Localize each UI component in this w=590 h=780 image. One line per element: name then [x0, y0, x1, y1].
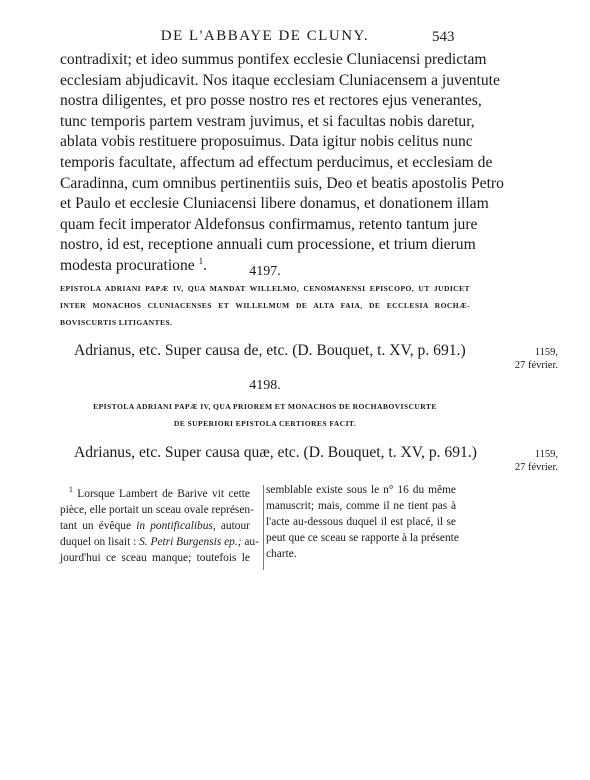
footnote-text: tant un évêque	[60, 519, 137, 532]
entry-title-line: DE SUPERIORI EPISTOLA CERTIORES FACIT.	[173, 419, 357, 428]
entry-title	[60, 280, 470, 331]
entry-title-line: EPISTOLA ADRIANI PAPÆ IV, QUA PRIOREM ET MONACHOS DE ROCHABOVISCURTE	[93, 402, 437, 411]
footnote-marker: 1	[68, 485, 73, 494]
text-line: quam fecit imperator Aldefonsus confirmamus, retento tantum jure	[60, 215, 478, 233]
footnote-line: semblable existe sous le n° 16 du même	[266, 484, 456, 496]
footnote-text: pièce, elle portait un sceau ovale représen-	[60, 503, 254, 516]
date-day: 27 février.	[514, 462, 558, 473]
entry-summary: Adrianus, etc. Super causa de, etc. (D. Bouquet, t. XV, p. 691.)	[74, 342, 466, 359]
footnote-text: autour	[215, 519, 250, 532]
footnote-line	[60, 550, 250, 566]
footnote-column-left	[60, 482, 259, 566]
date-year: 1159,	[534, 449, 558, 460]
text-line: ablata vobis restituere proposuimus. Data igitur nobis celitus nunc	[60, 133, 473, 151]
entry-number: 4197.	[249, 264, 281, 279]
column-divider	[263, 485, 264, 570]
entry-title-line: INTER MONACHOS CLUNIACENSES ET WILLELMUM DE ALTA FAIA, DE ECCLESIA ROCHÆ-	[60, 301, 470, 310]
text-line: temporis facultate, affectum ad effectum perducimus, et ecclesiam de	[60, 153, 493, 171]
date-day: 27 février.	[514, 360, 558, 371]
footnote-text: duquel on lisait :	[60, 535, 140, 548]
footnote-italic: S. Petri Burgensis ep.;	[139, 535, 242, 548]
margin-date	[478, 346, 558, 372]
footnote-line: l'acte au-dessous duquel il est placé, il se	[266, 516, 456, 528]
footnote-italic: in pontificalibus,	[136, 519, 216, 532]
entry-summary: Adrianus, etc. Super causa quæ, etc. (D. Bouquet, t. XV, p. 691.)	[74, 444, 477, 461]
footnote-text: jourd'hui ce sceau manque; toutefois le	[60, 551, 250, 564]
page-number: 543	[432, 29, 455, 45]
charter-text	[60, 50, 504, 277]
footnote-text: Lorsque Lambert de Barive vit cette	[77, 487, 250, 500]
footnote-line: manuscrit; mais, comme il ne tient pas à	[266, 500, 456, 512]
text-line: contradixit; et ideo summus pontifex ecclesie Cluniacensi predictam	[60, 51, 487, 68]
footnote-line: peut que ce sceau se rapporte à la présente	[266, 532, 459, 544]
text-line-content: modesta procuratione	[60, 256, 195, 274]
footnote-line	[60, 482, 250, 502]
date-year: 1159,	[534, 347, 558, 358]
footnote-line	[60, 518, 250, 534]
footnote-line: charte.	[266, 548, 297, 560]
text-line: Caradinna, cum omnibus pertinentiis suis, Deo et beatis apostolis Petro	[60, 174, 504, 192]
text-line: nostro, id est, receptione annuali cum processione, et trium dierum	[60, 236, 476, 254]
final-period: .	[203, 256, 207, 274]
entry-title-line: EPISTOLA ADRIANI PAPÆ IV, QUA MANDAT WILLELMO, CENOMANENSI EPISCOPO, UT JUDICET	[60, 284, 470, 293]
entry-title-line: BOVISCURTIS LITIGANTES.	[60, 318, 173, 327]
footnote-column-right	[266, 482, 459, 562]
text-line: tunc temporis partem vestram juvimus, et si facultas nobis daretur,	[60, 112, 475, 130]
entry-title	[60, 398, 470, 432]
text-line: ecclesiam abjudicavit. Nos itaque ecclesiam Cluniacensem a juventute	[60, 71, 500, 89]
footnote-line	[60, 534, 259, 550]
footnote-reference[interactable]: 1	[198, 255, 204, 266]
footnote-text: au-	[241, 535, 259, 548]
text-line: et Paulo et ecclesie Cluniacensi libere donamus, et donationem illam	[60, 195, 489, 213]
text-line: nostra diligentes, et pro posse nostro res et rectores ejus venerantes,	[60, 92, 482, 110]
margin-date	[478, 448, 558, 474]
entry-number: 4198.	[249, 378, 281, 393]
footnote-line	[60, 502, 254, 518]
running-title: DE L'ABBAYE DE CLUNY.	[160, 28, 370, 44]
